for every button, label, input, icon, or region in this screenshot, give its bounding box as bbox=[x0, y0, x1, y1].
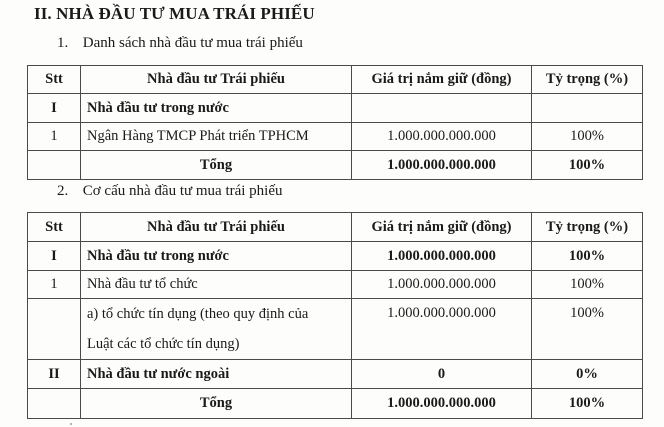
col-header-ratio: Tỷ trọng (%) bbox=[532, 66, 643, 94]
table-total-row bbox=[28, 389, 643, 419]
cell-stt bbox=[28, 151, 81, 180]
table-row bbox=[28, 271, 643, 299]
cell-total-label: Tổng bbox=[81, 389, 352, 419]
cell-investor: Nhà đầu tư tổ chức bbox=[81, 271, 352, 299]
cell-stt: 1 bbox=[28, 123, 81, 151]
cell-ratio bbox=[532, 94, 643, 123]
subsection-number: 2. bbox=[57, 183, 69, 199]
col-header-stt: Stt bbox=[28, 66, 81, 94]
cell-value: 0 bbox=[352, 360, 532, 389]
cell-total-ratio: 100% bbox=[532, 389, 643, 419]
cell-ratio: 100% bbox=[532, 242, 643, 271]
cell-total-ratio: 100% bbox=[532, 151, 643, 180]
col-header-investor: Nhà đầu tư Trái phiếu bbox=[81, 66, 352, 94]
subsection-number: 1. bbox=[57, 35, 69, 51]
col-header-stt: Stt bbox=[28, 213, 81, 242]
table-row bbox=[28, 360, 643, 389]
cell-ratio: 100% bbox=[532, 271, 643, 299]
cell-value bbox=[352, 94, 532, 123]
cell-total-label: Tổng bbox=[81, 151, 352, 180]
cell-investor-line1: a) tổ chức tín dụng (theo quy định của bbox=[87, 306, 309, 322]
col-header-ratio: Tỷ trọng (%) bbox=[532, 213, 643, 242]
table-row bbox=[28, 94, 643, 123]
table-total-row bbox=[28, 151, 643, 180]
cell-ratio: 0% bbox=[532, 360, 643, 389]
table-header-row bbox=[28, 66, 643, 94]
subsection-text: Cơ cấu nhà đầu tư mua trái phiếu bbox=[82, 183, 283, 199]
subsection-1-title bbox=[57, 35, 303, 52]
cell-investor: Nhà đầu tư trong nước bbox=[81, 242, 352, 271]
col-header-investor: Nhà đầu tư Trái phiếu bbox=[81, 213, 352, 242]
cell-investor bbox=[81, 299, 352, 360]
table-row bbox=[28, 242, 643, 271]
cell-ratio: 100% bbox=[532, 123, 643, 151]
investor-list-table bbox=[27, 65, 643, 180]
subsection-2-title bbox=[57, 183, 283, 200]
table-row bbox=[28, 123, 643, 151]
cell-investor: Nhà đầu tư trong nước bbox=[81, 94, 352, 123]
cell-investor: Nhà đầu tư nước ngoài bbox=[81, 360, 352, 389]
cell-value: 1.000.000.000.000 bbox=[352, 242, 532, 271]
cell-investor: Ngân Hàng TMCP Phát triển TPHCM bbox=[81, 123, 352, 151]
cell-total-value: 1.000.000.000.000 bbox=[352, 151, 532, 180]
cell-ratio: 100% bbox=[532, 299, 643, 360]
col-header-value: Giá trị nắm giữ (đồng) bbox=[352, 213, 532, 242]
cell-investor-line2: Luật các tổ chức tín dụng) bbox=[87, 336, 240, 352]
investor-structure-table bbox=[27, 212, 643, 419]
cell-value: 1.000.000.000.000 bbox=[352, 299, 532, 360]
cell-stt: I bbox=[28, 94, 81, 123]
cell-value: 1.000.000.000.000 bbox=[352, 123, 532, 151]
col-header-value: Giá trị nắm giữ (đồng) bbox=[352, 66, 532, 94]
subsection-text: Danh sách nhà đầu tư mua trái phiếu bbox=[82, 35, 303, 51]
cell-stt bbox=[28, 299, 81, 360]
section-heading: II. NHÀ ĐẦU TƯ MUA TRÁI PHIẾU bbox=[34, 4, 315, 23]
cell-total-value: 1.000.000.000.000 bbox=[352, 389, 532, 419]
table-header-row bbox=[28, 213, 643, 242]
cell-stt: I bbox=[28, 242, 81, 271]
cell-stt: II bbox=[28, 360, 81, 389]
cell-value: 1.000.000.000.000 bbox=[352, 271, 532, 299]
scan-speck bbox=[70, 423, 72, 425]
table-row bbox=[28, 299, 643, 360]
cell-stt bbox=[28, 389, 81, 419]
cell-stt: 1 bbox=[28, 271, 81, 299]
